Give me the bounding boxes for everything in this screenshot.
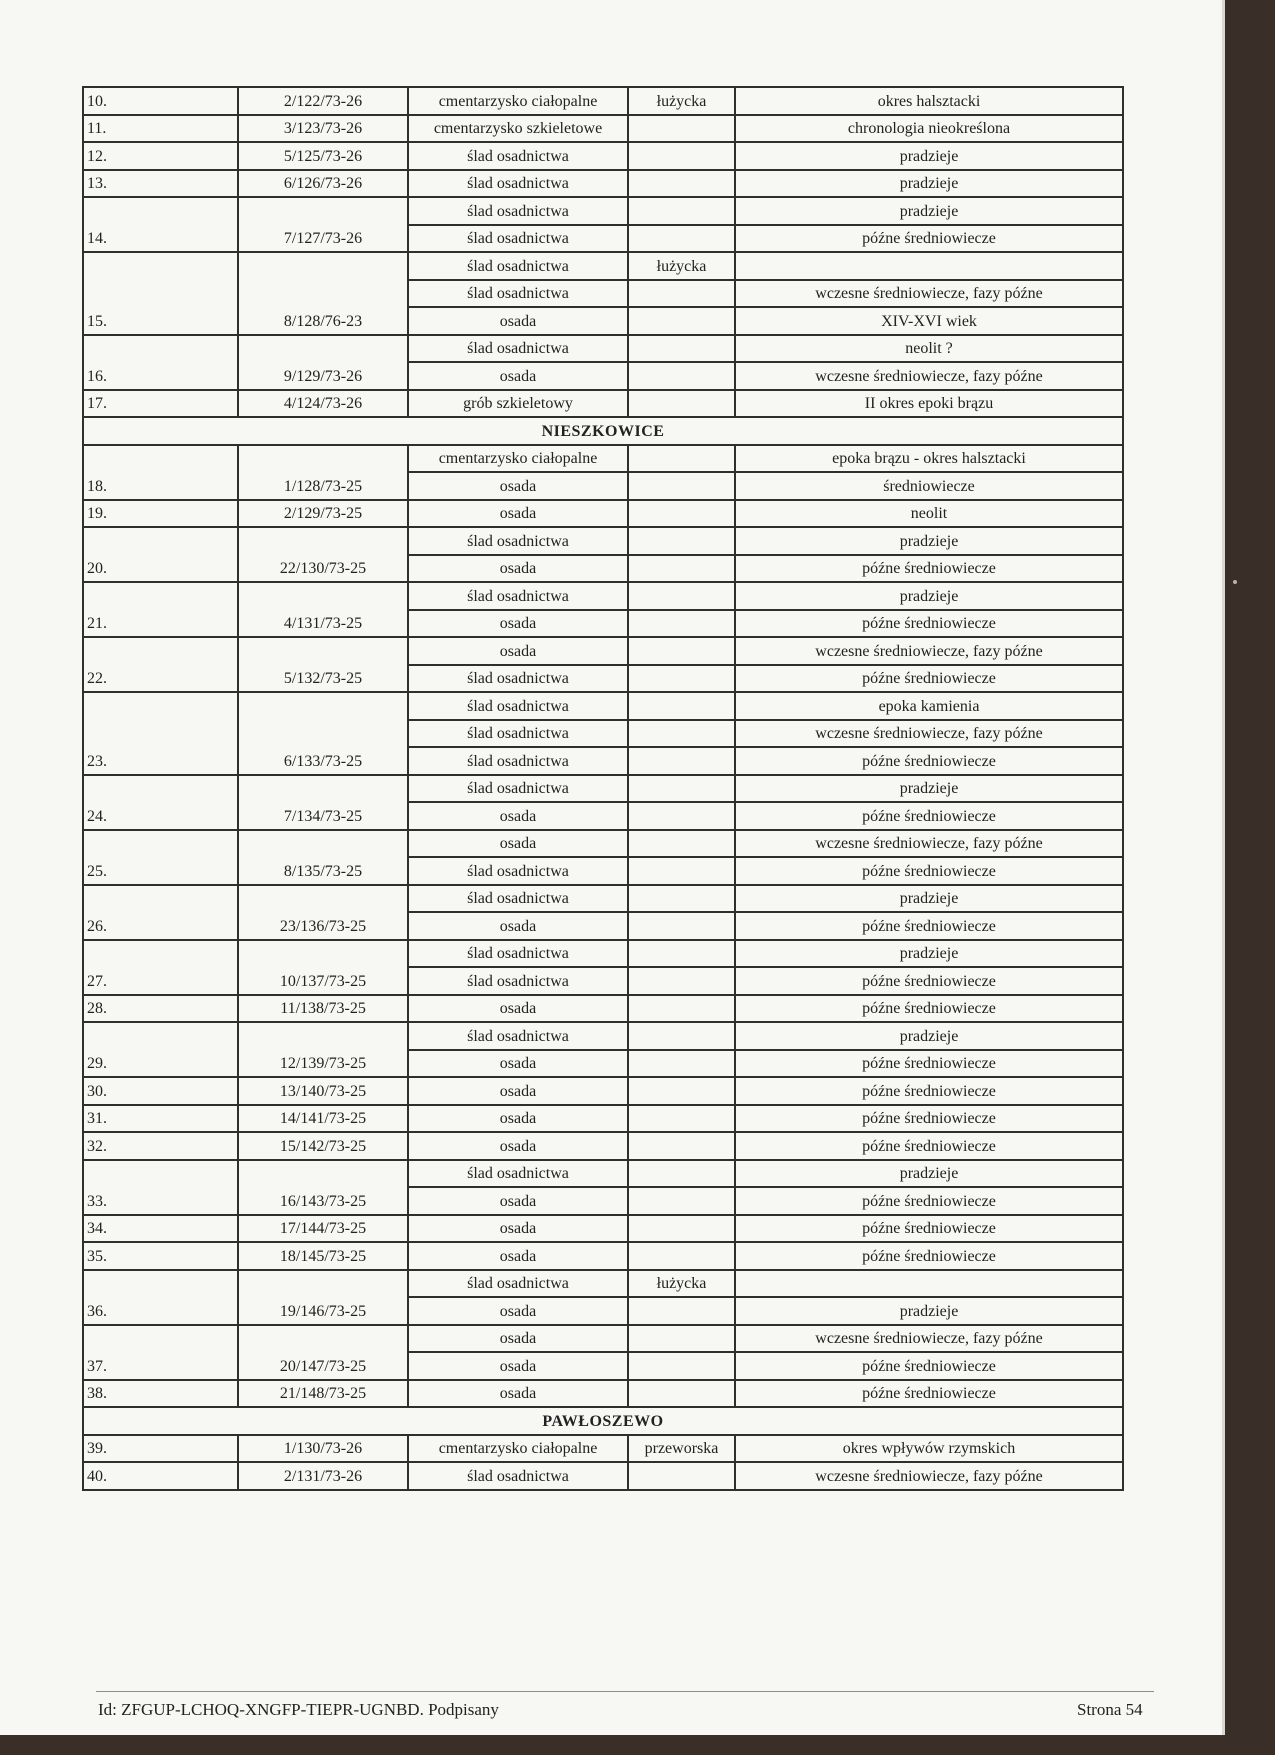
culture [628, 1380, 735, 1408]
azp-number: 13/140/73-25 [238, 1077, 408, 1105]
document-id: Id: ZFGUP-LCHOQ-XNGFP-TIEPR-UGNBD. Podpisany [98, 1700, 499, 1719]
culture [628, 555, 735, 583]
table-row [83, 170, 1123, 198]
culture [628, 940, 735, 968]
table-row [83, 885, 1123, 913]
azp-number: 21/148/73-25 [238, 1380, 408, 1408]
chronology: neolit [735, 500, 1123, 528]
table-row [83, 445, 1123, 473]
site-number: 40. [83, 1462, 238, 1490]
azp-number: 14/141/73-25 [238, 1105, 408, 1133]
chronology: wczesne średniowiecze, fazy późne [735, 362, 1123, 390]
site-number: 30. [83, 1077, 238, 1105]
culture [628, 362, 735, 390]
culture [628, 967, 735, 995]
site-function: ślad osadnictwa [408, 1270, 628, 1298]
site-number: 25. [83, 830, 238, 885]
chronology: późne średniowiecze [735, 555, 1123, 583]
site-number: 18. [83, 445, 238, 500]
site-function: osada [408, 472, 628, 500]
site-function: osada [408, 1077, 628, 1105]
culture [628, 472, 735, 500]
page-number: Strona 54 [1077, 1700, 1143, 1719]
chronology: epoka brązu - okres halsztacki [735, 445, 1123, 473]
culture [628, 170, 735, 198]
chronology: późne średniowiecze [735, 912, 1123, 940]
site-function: ślad osadnictwa [408, 1022, 628, 1050]
table-row [83, 1242, 1123, 1270]
culture [628, 720, 735, 748]
chronology: pradzieje [735, 1022, 1123, 1050]
azp-number: 5/125/73-26 [238, 142, 408, 170]
azp-number: 9/129/73-26 [238, 335, 408, 390]
chronology: pradzieje [735, 885, 1123, 913]
culture [628, 1242, 735, 1270]
culture [628, 307, 735, 335]
chronology: późne średniowiecze [735, 802, 1123, 830]
chronology: pradzieje [735, 197, 1123, 225]
azp-number: 20/147/73-25 [238, 1325, 408, 1380]
azp-number: 23/136/73-25 [238, 885, 408, 940]
chronology: XIV-XVI wiek [735, 307, 1123, 335]
culture [628, 527, 735, 555]
table-row [83, 390, 1123, 418]
culture [628, 1215, 735, 1243]
culture [628, 1187, 735, 1215]
sites-table-container [82, 86, 1122, 1491]
azp-number: 3/123/73-26 [238, 115, 408, 143]
site-function: ślad osadnictwa [408, 252, 628, 280]
chronology: wczesne średniowiecze, fazy późne [735, 637, 1123, 665]
site-number: 11. [83, 115, 238, 143]
table-row [83, 1215, 1123, 1243]
site-function: osada [408, 500, 628, 528]
table-row [83, 692, 1123, 720]
chronology: pradzieje [735, 582, 1123, 610]
site-function: osada [408, 1105, 628, 1133]
table-row [83, 252, 1123, 280]
culture: łużycka [628, 87, 735, 115]
chronology: późne średniowiecze [735, 857, 1123, 885]
site-function: ślad osadnictwa [408, 885, 628, 913]
azp-number: 15/142/73-25 [238, 1132, 408, 1160]
azp-number: 10/137/73-25 [238, 940, 408, 995]
culture [628, 500, 735, 528]
azp-number: 8/128/76-23 [238, 252, 408, 335]
chronology: pradzieje [735, 775, 1123, 803]
site-function: osada [408, 995, 628, 1023]
azp-number: 7/127/73-26 [238, 197, 408, 252]
chronology: okres wpływów rzymskich [735, 1435, 1123, 1463]
site-function: ślad osadnictwa [408, 720, 628, 748]
table-row [83, 1435, 1123, 1463]
site-function: ślad osadnictwa [408, 775, 628, 803]
site-function: ślad osadnictwa [408, 665, 628, 693]
site-number: 36. [83, 1270, 238, 1325]
chronology: późne średniowiecze [735, 967, 1123, 995]
culture: łużycka [628, 252, 735, 280]
culture: łużycka [628, 1270, 735, 1298]
table-row [83, 775, 1123, 803]
chronology: okres halsztacki [735, 87, 1123, 115]
chronology: średniowiecze [735, 472, 1123, 500]
chronology [735, 252, 1123, 280]
chronology: późne średniowiecze [735, 225, 1123, 253]
culture [628, 445, 735, 473]
section-header-row [83, 1407, 1123, 1435]
site-function: osada [408, 1352, 628, 1380]
site-function: osada [408, 1325, 628, 1353]
site-number: 16. [83, 335, 238, 390]
site-number: 34. [83, 1215, 238, 1243]
site-number: 32. [83, 1132, 238, 1160]
site-function: ślad osadnictwa [408, 940, 628, 968]
culture [628, 610, 735, 638]
chronology: późne średniowiecze [735, 1380, 1123, 1408]
site-number: 31. [83, 1105, 238, 1133]
azp-number: 22/130/73-25 [238, 527, 408, 582]
site-function: cmentarzysko ciałopalne [408, 445, 628, 473]
scan-speck [1233, 580, 1237, 584]
table-row [83, 582, 1123, 610]
site-function: osada [408, 1297, 628, 1325]
table-row [83, 115, 1123, 143]
table-row [83, 995, 1123, 1023]
azp-number: 12/139/73-25 [238, 1022, 408, 1077]
culture [628, 912, 735, 940]
chronology: chronologia nieokreślona [735, 115, 1123, 143]
chronology: wczesne średniowiecze, fazy późne [735, 1325, 1123, 1353]
chronology: II okres epoki brązu [735, 390, 1123, 418]
site-function: osada [408, 637, 628, 665]
culture [628, 995, 735, 1023]
site-number: 35. [83, 1242, 238, 1270]
culture [628, 115, 735, 143]
culture [628, 747, 735, 775]
site-number: 20. [83, 527, 238, 582]
table-row [83, 1325, 1123, 1353]
culture [628, 665, 735, 693]
site-function: osada [408, 1187, 628, 1215]
culture [628, 1352, 735, 1380]
table-row [83, 1132, 1123, 1160]
footer-divider [96, 1691, 1154, 1692]
site-number: 27. [83, 940, 238, 995]
culture [628, 280, 735, 308]
culture [628, 142, 735, 170]
azp-number: 17/144/73-25 [238, 1215, 408, 1243]
culture [628, 637, 735, 665]
chronology: wczesne średniowiecze, fazy późne [735, 1462, 1123, 1490]
chronology: późne średniowiecze [735, 1077, 1123, 1105]
site-function: ślad osadnictwa [408, 1462, 628, 1490]
azp-number: 4/124/73-26 [238, 390, 408, 418]
site-function: grób szkieletowy [408, 390, 628, 418]
azp-number: 2/122/73-26 [238, 87, 408, 115]
chronology: późne średniowiecze [735, 747, 1123, 775]
azp-number: 7/134/73-25 [238, 775, 408, 830]
sites-table-body [83, 87, 1123, 1490]
table-row [83, 1380, 1123, 1408]
azp-number: 1/128/73-25 [238, 445, 408, 500]
chronology: późne średniowiecze [735, 665, 1123, 693]
azp-number: 5/132/73-25 [238, 637, 408, 692]
table-row [83, 142, 1123, 170]
chronology: pradzieje [735, 1160, 1123, 1188]
culture: przeworska [628, 1435, 735, 1463]
culture [628, 1022, 735, 1050]
site-function: ślad osadnictwa [408, 857, 628, 885]
site-function: ślad osadnictwa [408, 225, 628, 253]
site-number: 15. [83, 252, 238, 335]
azp-number: 6/133/73-25 [238, 692, 408, 775]
chronology: pradzieje [735, 170, 1123, 198]
site-number: 19. [83, 500, 238, 528]
site-number: 13. [83, 170, 238, 198]
azp-number: 19/146/73-25 [238, 1270, 408, 1325]
site-function: ślad osadnictwa [408, 142, 628, 170]
site-function: osada [408, 1050, 628, 1078]
culture [628, 1297, 735, 1325]
culture [628, 692, 735, 720]
culture [628, 775, 735, 803]
site-function: osada [408, 830, 628, 858]
culture [628, 1077, 735, 1105]
culture [628, 1160, 735, 1188]
table-row [83, 197, 1123, 225]
culture [628, 830, 735, 858]
site-function: ślad osadnictwa [408, 197, 628, 225]
chronology: późne średniowiecze [735, 1242, 1123, 1270]
site-function: ślad osadnictwa [408, 582, 628, 610]
site-function: ślad osadnictwa [408, 280, 628, 308]
site-function: osada [408, 610, 628, 638]
chronology: późne średniowiecze [735, 995, 1123, 1023]
culture [628, 1462, 735, 1490]
site-function: cmentarzysko szkieletowe [408, 115, 628, 143]
azp-number: 8/135/73-25 [238, 830, 408, 885]
chronology: późne średniowiecze [735, 1050, 1123, 1078]
section-title: NIESZKOWICE [83, 417, 1123, 445]
azp-number: 2/131/73-26 [238, 1462, 408, 1490]
site-number: 39. [83, 1435, 238, 1463]
site-number: 29. [83, 1022, 238, 1077]
chronology: późne średniowiecze [735, 1132, 1123, 1160]
table-row [83, 1105, 1123, 1133]
culture [628, 885, 735, 913]
section-header-row [83, 417, 1123, 445]
table-row [83, 940, 1123, 968]
table-row [83, 1022, 1123, 1050]
chronology: późne średniowiecze [735, 1187, 1123, 1215]
table-row [83, 1077, 1123, 1105]
chronology: wczesne średniowiecze, fazy późne [735, 830, 1123, 858]
chronology: późne średniowiecze [735, 610, 1123, 638]
culture [628, 1050, 735, 1078]
culture [628, 335, 735, 363]
site-number: 12. [83, 142, 238, 170]
site-function: ślad osadnictwa [408, 692, 628, 720]
site-number: 23. [83, 692, 238, 775]
culture [628, 1325, 735, 1353]
table-row [83, 1160, 1123, 1188]
chronology: późne średniowiecze [735, 1105, 1123, 1133]
culture [628, 1105, 735, 1133]
site-number: 17. [83, 390, 238, 418]
table-row [83, 335, 1123, 363]
table-row [83, 500, 1123, 528]
site-function: osada [408, 802, 628, 830]
culture [628, 197, 735, 225]
site-number: 28. [83, 995, 238, 1023]
archaeological-sites-table [82, 86, 1124, 1491]
site-function: osada [408, 1242, 628, 1270]
site-function: osada [408, 1380, 628, 1408]
azp-number: 18/145/73-25 [238, 1242, 408, 1270]
table-row [83, 527, 1123, 555]
azp-number: 4/131/73-25 [238, 582, 408, 637]
chronology: pradzieje [735, 1297, 1123, 1325]
azp-number: 16/143/73-25 [238, 1160, 408, 1215]
site-number: 21. [83, 582, 238, 637]
site-function: ślad osadnictwa [408, 335, 628, 363]
azp-number: 2/129/73-25 [238, 500, 408, 528]
site-number: 14. [83, 197, 238, 252]
site-function: osada [408, 555, 628, 583]
culture [628, 582, 735, 610]
table-row [83, 1270, 1123, 1298]
site-function: cmentarzysko ciałopalne [408, 1435, 628, 1463]
table-row [83, 87, 1123, 115]
site-number: 38. [83, 1380, 238, 1408]
site-number: 26. [83, 885, 238, 940]
culture [628, 390, 735, 418]
site-function: ślad osadnictwa [408, 1160, 628, 1188]
azp-number: 6/126/73-26 [238, 170, 408, 198]
chronology: pradzieje [735, 940, 1123, 968]
chronology: wczesne średniowiecze, fazy późne [735, 280, 1123, 308]
site-function: ślad osadnictwa [408, 747, 628, 775]
site-number: 10. [83, 87, 238, 115]
site-function: cmentarzysko ciałopalne [408, 87, 628, 115]
chronology: późne średniowiecze [735, 1215, 1123, 1243]
site-number: 33. [83, 1160, 238, 1215]
table-row [83, 1462, 1123, 1490]
chronology: pradzieje [735, 142, 1123, 170]
culture [628, 1132, 735, 1160]
chronology: epoka kamienia [735, 692, 1123, 720]
site-function: osada [408, 912, 628, 940]
site-number: 22. [83, 637, 238, 692]
site-function: osada [408, 1215, 628, 1243]
site-function: osada [408, 362, 628, 390]
section-title: PAWŁOSZEWO [83, 1407, 1123, 1435]
culture [628, 225, 735, 253]
azp-number: 1/130/73-26 [238, 1435, 408, 1463]
site-function: ślad osadnictwa [408, 967, 628, 995]
site-function: ślad osadnictwa [408, 170, 628, 198]
culture [628, 857, 735, 885]
table-row [83, 637, 1123, 665]
table-row [83, 830, 1123, 858]
chronology: późne średniowiecze [735, 1352, 1123, 1380]
chronology: pradzieje [735, 527, 1123, 555]
site-number: 24. [83, 775, 238, 830]
site-function: osada [408, 307, 628, 335]
site-number: 37. [83, 1325, 238, 1380]
site-function: osada [408, 1132, 628, 1160]
site-function: ślad osadnictwa [408, 527, 628, 555]
azp-number: 11/138/73-25 [238, 995, 408, 1023]
chronology: neolit ? [735, 335, 1123, 363]
chronology: wczesne średniowiecze, fazy późne [735, 720, 1123, 748]
chronology [735, 1270, 1123, 1298]
culture [628, 802, 735, 830]
